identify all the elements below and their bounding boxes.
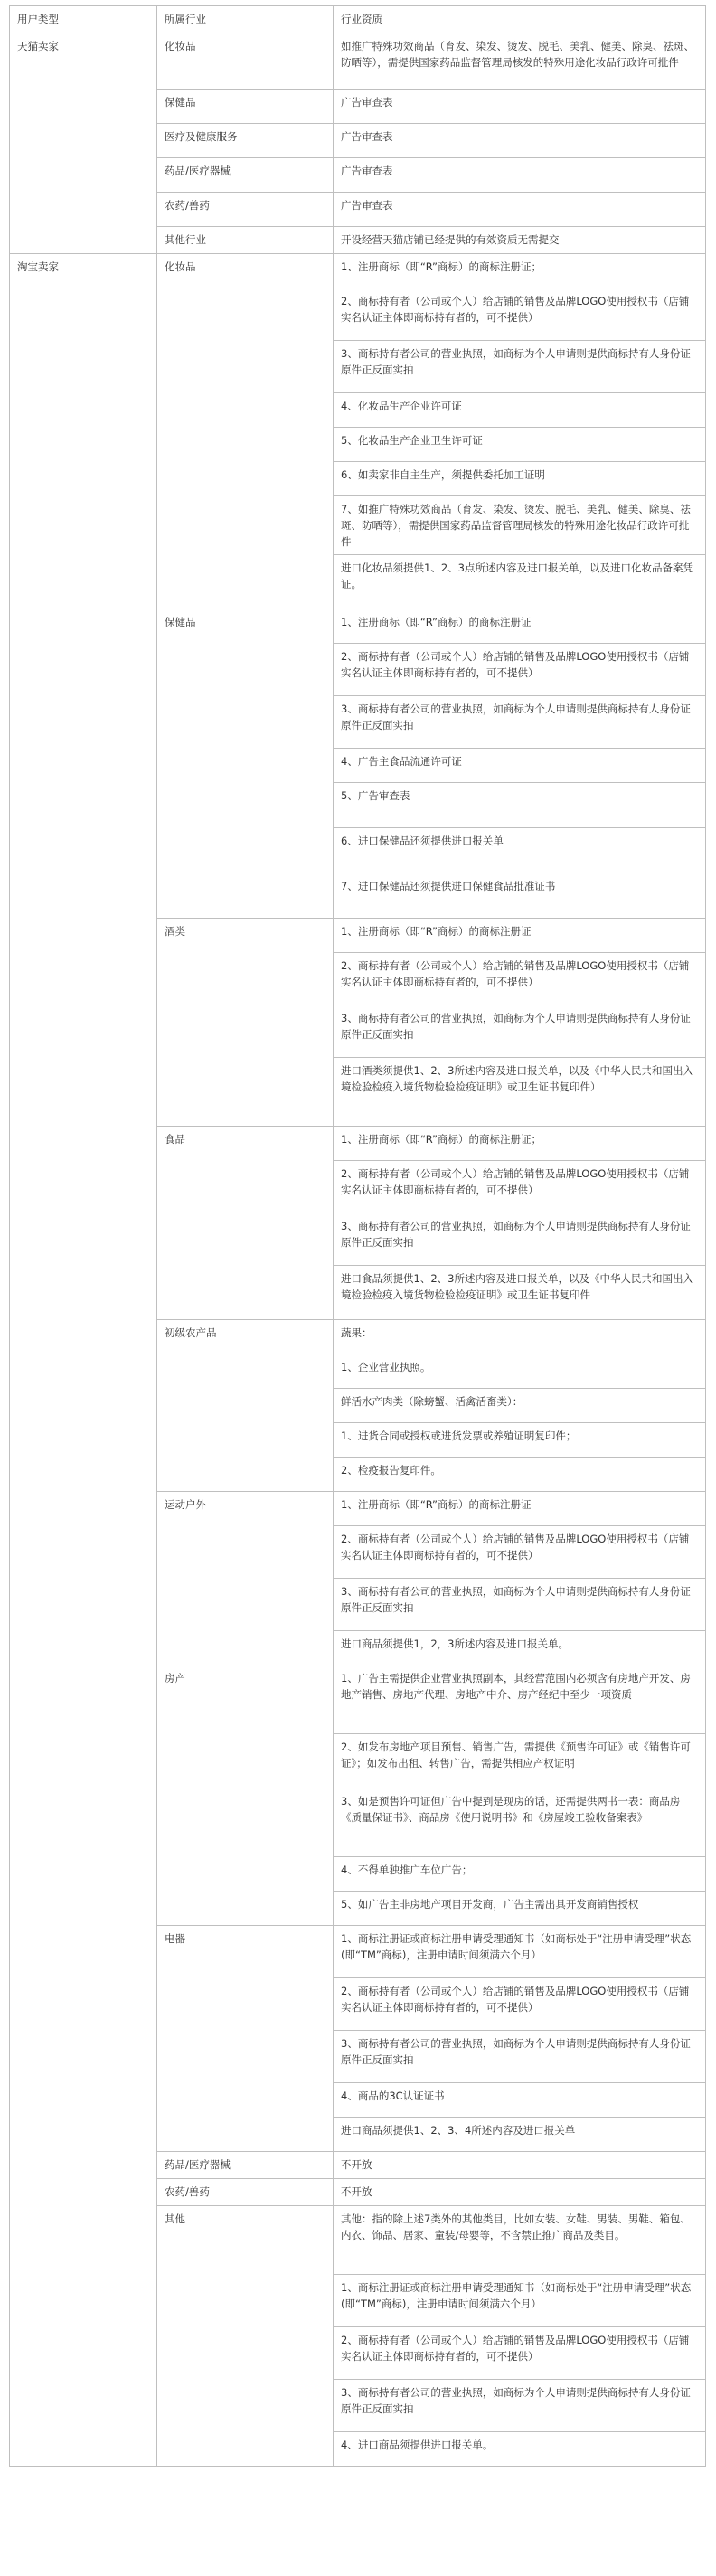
qualification-cell: 如推广特殊功效商品（育发、染发、烫发、脱毛、美乳、健美、除臭、祛斑、防晒等），需提供国家药品监督管理局核发的特殊用途化妆品行政许可批件 (334, 33, 706, 90)
qualification-cell: 1、注册商标（即“R”商标）的商标注册证； (334, 254, 706, 288)
qualification-cell: 2、商标持有者（公司或个人）给店铺的销售及品牌LOGO使用授权书（店铺实名认证主体即商标持有者的，可不提供） (334, 644, 706, 696)
qualification-cell: 1、注册商标（即“R”商标）的商标注册证 (334, 609, 706, 644)
qualification-cell: 1、进货合同或授权或进货发票或养殖证明复印件； (334, 1423, 706, 1458)
qualification-cell: 3、商标持有者公司的营业执照，如商标为个人申请则提供商标持有人身份证原件正反面实拍 (334, 1005, 706, 1058)
qualification-cell: 不开放 (334, 2179, 706, 2206)
qualification-cell: 5、化妆品生产企业卫生许可证 (334, 428, 706, 462)
qualification-cell: 广告审查表 (334, 193, 706, 227)
table-row (10, 254, 706, 288)
qualification-cell: 2、检疫报告复印件。 (334, 1458, 706, 1492)
industry-cell: 其他行业 (157, 227, 334, 254)
industry-cell: 化妆品 (157, 254, 334, 609)
qualification-cell: 其他：指的除上述7类外的其他类目，比如女装、女鞋、男装、男鞋、箱包、内衣、饰品、居家、童装/母婴等，不含禁止推广商品及类目。 (334, 2206, 706, 2275)
qualification-cell: 2、如发布房地产项目预售、销售广告，需提供《预售许可证》或《销售许可证》；如发布出租、转售广告，需提供相应产权证明 (334, 1734, 706, 1788)
industry-cell: 运动户外 (157, 1492, 334, 1665)
industry-cell: 医疗及健康服务 (157, 124, 334, 158)
qualification-cell: 4、广告主食品流通许可证 (334, 749, 706, 783)
industry-cell: 食品 (157, 1127, 334, 1320)
qualification-cell: 2、商标持有者（公司或个人）给店铺的销售及品牌LOGO使用授权书（店铺实名认证主体即商标持有者的，可不提供） (334, 288, 706, 341)
qualification-cell: 广告审查表 (334, 158, 706, 193)
industry-cell: 农药/兽药 (157, 2179, 334, 2206)
qualification-cell: 进口化妆品须提供1、2、3点所述内容及进口报关单，以及进口化妆品备案凭证。 (334, 555, 706, 609)
qualification-cell: 进口商品须提供1，2，3所述内容及进口报关单。 (334, 1631, 706, 1665)
industry-cell: 药品/医疗器械 (157, 158, 334, 193)
qualification-cell: 进口酒类须提供1、2、3所述内容及进口报关单，以及《中华人民共和国出入境检验检疫入境货物检验检疫证明》或卫生证书复印件） (334, 1058, 706, 1127)
industry-cell: 药品/医疗器械 (157, 2152, 334, 2179)
qualification-cell: 1、商标注册证或商标注册申请受理通知书（如商标处于“注册申请受理”状态(即“TM”商标)，注册申请时间须满六个月） (334, 1926, 706, 1978)
industry-cell: 保健品 (157, 90, 334, 124)
industry-cell: 房产 (157, 1665, 334, 1926)
qualification-cell: 1、注册商标（即“R”商标）的商标注册证； (334, 1127, 706, 1161)
qualification-cell: 3、商标持有者公司的营业执照，如商标为个人申请则提供商标持有人身份证原件正反面实拍 (334, 1579, 706, 1631)
header-row (10, 6, 706, 33)
qualification-cell: 鲜活水产肉类（除螃蟹、活禽活畜类）： (334, 1389, 706, 1423)
qualification-cell: 6、进口保健品还须提供进口报关单 (334, 828, 706, 873)
qualification-cell: 开设经营天猫店铺已经提供的有效资质无需提交 (334, 227, 706, 254)
qualification-cell: 2、商标持有者（公司或个人）给店铺的销售及品牌LOGO使用授权书（店铺实名认证主体即商标持有者的，可不提供） (334, 1526, 706, 1579)
qualification-cell: 4、不得单独推广车位广告； (334, 1857, 706, 1892)
qualification-cell: 3、商标持有者公司的营业执照，如商标为个人申请则提供商标持有人身份证原件正反面实拍 (334, 696, 706, 749)
user-type-cell: 淘宝卖家 (10, 254, 157, 2467)
qualification-cell: 4、商品的3C认证证书 (334, 2083, 706, 2118)
qualification-cell: 5、如广告主非房地产项目开发商，广告主需出具开发商销售授权 (334, 1892, 706, 1926)
header-qualification: 行业资质 (334, 6, 706, 33)
qualification-cell: 7、进口保健品还须提供进口保健食品批准证书 (334, 873, 706, 919)
qualification-cell: 3、商标持有者公司的营业执照，如商标为个人申请则提供商标持有人身份证原件正反面实拍 (334, 2380, 706, 2432)
qualification-cell: 1、广告主需提供企业营业执照副本，其经营范围内必须含有房地产开发、房地产销售、房地产代理、房地产中介、房产经纪中至少一项资质 (334, 1665, 706, 1734)
qualification-cell: 6、如卖家非自主生产，须提供委托加工证明 (334, 462, 706, 496)
qualification-cell: 3、商标持有者公司的营业执照，如商标为个人申请则提供商标持有人身份证原件正反面实拍 (334, 1213, 706, 1266)
qualification-table (9, 5, 706, 2467)
qualification-cell: 1、企业营业执照。 (334, 1354, 706, 1389)
qualification-cell: 3、商标持有者公司的营业执照，如商标为个人申请则提供商标持有人身份证原件正反面实拍 (334, 2031, 706, 2083)
industry-cell: 农药/兽药 (157, 193, 334, 227)
qualification-cell: 广告审查表 (334, 124, 706, 158)
qualification-cell: 2、商标持有者（公司或个人）给店铺的销售及品牌LOGO使用授权书（店铺实名认证主体即商标持有者的，可不提供） (334, 1978, 706, 2031)
qualification-cell: 5、广告审查表 (334, 783, 706, 828)
qualification-cell: 3、如是预售许可证但广告中提到是现房的话，还需提供两书一表：商品房《质量保证书》、商品房《使用说明书》和《房屋竣工验收备案表》 (334, 1788, 706, 1857)
table-row (10, 33, 706, 90)
industry-cell: 酒类 (157, 919, 334, 1127)
qualification-cell: 3、商标持有者公司的营业执照，如商标为个人申请则提供商标持有人身份证原件正反面实拍 (334, 341, 706, 393)
qualification-cell: 2、商标持有者（公司或个人）给店铺的销售及品牌LOGO使用授权书（店铺实名认证主体即商标持有者的，可不提供） (334, 1161, 706, 1213)
qualification-cell: 7、如推广特殊功效商品（育发、染发、烫发、脱毛、美乳、健美、除臭、祛斑、防晒等），需提供国家药品监督管理局核发的特殊用途化妆品行政许可批件 (334, 496, 706, 555)
qualification-cell: 4、化妆品生产企业许可证 (334, 393, 706, 428)
qualification-cell: 4、进口商品须提供进口报关单。 (334, 2432, 706, 2467)
industry-cell: 化妆品 (157, 33, 334, 90)
qualification-cell: 2、商标持有者（公司或个人）给店铺的销售及品牌LOGO使用授权书（店铺实名认证主体即商标持有者的，可不提供） (334, 953, 706, 1005)
qualification-cell: 2、商标持有者（公司或个人）给店铺的销售及品牌LOGO使用授权书（店铺实名认证主体即商标持有者的，可不提供） (334, 2327, 706, 2380)
user-type-cell: 天猫卖家 (10, 33, 157, 254)
qualification-cell: 1、注册商标（即“R”商标）的商标注册证 (334, 1492, 706, 1526)
header-industry: 所属行业 (157, 6, 334, 33)
industry-cell: 其他 (157, 2206, 334, 2467)
header-user-type: 用户类型 (10, 6, 157, 33)
industry-cell: 保健品 (157, 609, 334, 919)
qualification-cell: 进口商品须提供1、2、3、4所述内容及进口报关单 (334, 2118, 706, 2152)
qualification-cell: 蔬果： (334, 1320, 706, 1354)
industry-cell: 电器 (157, 1926, 334, 2152)
qualification-cell: 1、注册商标（即“R”商标）的商标注册证 (334, 919, 706, 953)
qualification-cell: 1、商标注册证或商标注册申请受理通知书（如商标处于“注册申请受理”状态(即“TM”商标)，注册申请时间须满六个月） (334, 2275, 706, 2327)
industry-cell: 初级农产品 (157, 1320, 334, 1492)
qualification-cell: 进口食品须提供1、2、3所述内容及进口报关单，以及《中华人民共和国出入境检验检疫入境货物检验检疫证明》或卫生证书复印件 (334, 1266, 706, 1320)
qualification-cell: 不开放 (334, 2152, 706, 2179)
qualification-cell: 广告审查表 (334, 90, 706, 124)
